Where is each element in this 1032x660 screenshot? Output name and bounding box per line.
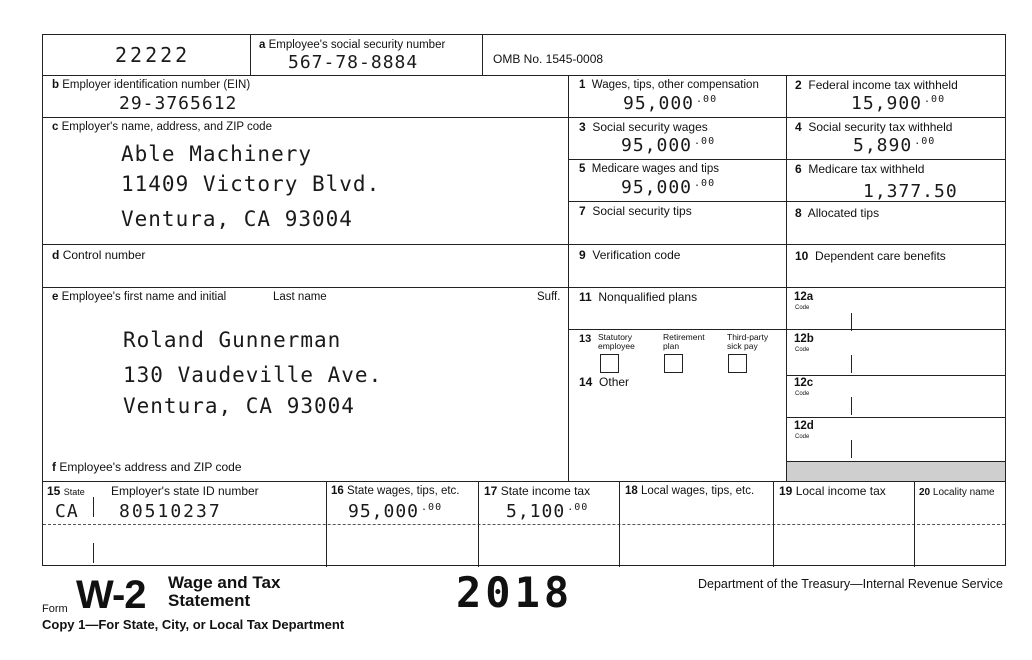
label-13-retirement: Retirement plan xyxy=(663,332,705,351)
label-13: 13 xyxy=(579,333,592,345)
label-7: 7 Social security tips xyxy=(579,204,692,218)
state-id-tick xyxy=(93,497,94,517)
label-2: 2 Federal income tax withheld xyxy=(795,78,958,92)
dashed-divider xyxy=(43,524,1005,525)
value-box4[interactable]: 5,890 $^{.00}$ xyxy=(853,135,936,156)
col-divider-ssn xyxy=(250,35,251,75)
label-6: 6 Medicare tax withheld xyxy=(795,162,925,176)
value-employer-address[interactable]: 11409 Victory Blvd. xyxy=(121,172,381,196)
form-word: Form xyxy=(42,603,68,615)
value-box2[interactable]: 15,900 $^{.00}$ xyxy=(851,93,946,114)
value-box1[interactable]: 95,000 $^{.00}$ xyxy=(623,93,718,114)
label-17: 17 State income tax xyxy=(484,484,591,498)
box-22222: 22222 xyxy=(115,43,191,67)
statement-title: Wage and Tax Statement xyxy=(168,573,281,610)
tax-year: 2018 xyxy=(456,568,574,617)
label-12b: 12b xyxy=(794,333,814,345)
label-c: c Employer's name, address, and ZIP code xyxy=(52,121,272,133)
label-12c: 12c xyxy=(794,377,814,389)
label-10: 10 Dependent care benefits xyxy=(795,249,946,263)
label-13-thirdparty: Third-party sick pay xyxy=(727,332,769,351)
label-f: f Employee's address and ZIP code xyxy=(52,460,242,474)
label-3: 3 Social security wages xyxy=(579,120,708,134)
value-employee-city[interactable]: Ventura, CA 93004 xyxy=(123,394,355,418)
row-divider-ein xyxy=(43,75,1005,76)
row-divider-employer xyxy=(43,117,1005,118)
value-box16[interactable]: 95,000 $^{.00}$ xyxy=(348,501,443,522)
label-12d: 12d xyxy=(794,420,814,432)
col-divider-16 xyxy=(326,481,327,567)
label-a: a Employee's social security number xyxy=(259,39,446,51)
label-11: 11 Nonqualified plans xyxy=(579,290,698,304)
box12d-separator xyxy=(851,440,852,458)
label-9: 9 Verification code xyxy=(579,248,681,262)
label-20: 20 Locality name xyxy=(919,487,995,498)
value-ssn[interactable]: 567-78-8884 xyxy=(288,52,419,73)
col-divider-18 xyxy=(619,481,620,567)
label-d: d Control number xyxy=(52,248,146,262)
w2-form-grid xyxy=(42,34,1006,566)
value-state-id[interactable]: 80510237 xyxy=(119,501,222,522)
value-employer-city[interactable]: Ventura, CA 93004 xyxy=(121,207,353,231)
box12b-separator xyxy=(851,355,852,373)
label-12d-code: Code xyxy=(795,434,810,440)
checkbox-statutory-employee[interactable] xyxy=(600,354,619,373)
gray-band xyxy=(787,462,1005,481)
checkbox-third-party-sick-pay[interactable] xyxy=(728,354,747,373)
w2-title: W-2 xyxy=(76,573,146,617)
label-4: 4 Social security tax withheld xyxy=(795,120,953,134)
row-divider-state xyxy=(43,481,1005,482)
label-15: 15 State xyxy=(47,484,85,498)
row-divider-12c xyxy=(786,375,1005,376)
col-divider-right xyxy=(786,75,787,481)
value-box3[interactable]: 95,000 $^{.00}$ xyxy=(621,135,716,156)
row-divider-control xyxy=(43,244,1005,245)
label-19: 19 Local income tax xyxy=(779,484,886,498)
col-divider-17 xyxy=(478,481,479,567)
value-state[interactable]: CA xyxy=(55,501,79,522)
copy-text: Copy 1—For State, City, or Local Tax Department xyxy=(42,617,345,632)
value-box17[interactable]: 5,100 $^{.00}$ xyxy=(506,501,589,522)
label-e-suff: Suff. xyxy=(537,291,561,303)
omb-number: OMB No. 1545-0008 xyxy=(493,52,604,66)
label-1: 1 Wages, tips, other compensation xyxy=(579,79,759,91)
value-employee-address[interactable]: 130 Vaudeville Ave. xyxy=(123,363,383,387)
value-employer-name[interactable]: Able Machinery xyxy=(121,142,313,166)
label-18: 18 Local wages, tips, etc. xyxy=(625,485,755,497)
checkbox-retirement-plan[interactable] xyxy=(664,354,683,373)
label-12a: 12a xyxy=(794,291,814,303)
col-divider-omb xyxy=(482,35,483,75)
label-14: 14 Other xyxy=(579,375,630,389)
box12c-separator xyxy=(851,397,852,415)
label-12b-code: Code xyxy=(795,347,810,353)
value-box6[interactable]: 1,377.50 xyxy=(863,181,958,202)
label-12a-code: Code xyxy=(795,305,810,311)
label-5: 5 Medicare wages and tips xyxy=(579,163,720,175)
label-e: e Employee's first name and initial xyxy=(52,291,227,303)
label-e-last: Last name xyxy=(273,291,327,303)
col-divider-main xyxy=(568,75,569,481)
col-divider-19 xyxy=(773,481,774,567)
value-employee-name[interactable]: Roland Gunnerman xyxy=(123,328,342,352)
value-box5[interactable]: 95,000 $^{.00}$ xyxy=(621,177,716,198)
row-divider-12d xyxy=(786,417,1005,418)
label-b: b Employer identification number (EIN) xyxy=(52,79,251,91)
label-13-statutory: Statutory employee xyxy=(598,332,635,351)
state-id-tick-2 xyxy=(93,543,94,563)
row-divider-employee xyxy=(43,287,1005,288)
label-15-id: Employer's state ID number xyxy=(111,484,259,498)
label-8: 8 Allocated tips xyxy=(795,206,880,220)
department-text: Department of the Treasury—Internal Revenue Service xyxy=(698,577,1004,591)
box12a-separator xyxy=(851,313,852,331)
label-12c-code: Code xyxy=(795,391,810,397)
col-divider-20 xyxy=(914,481,915,567)
label-16: 16 State wages, tips, etc. xyxy=(331,485,460,497)
value-ein[interactable]: 29-3765612 xyxy=(119,93,238,114)
